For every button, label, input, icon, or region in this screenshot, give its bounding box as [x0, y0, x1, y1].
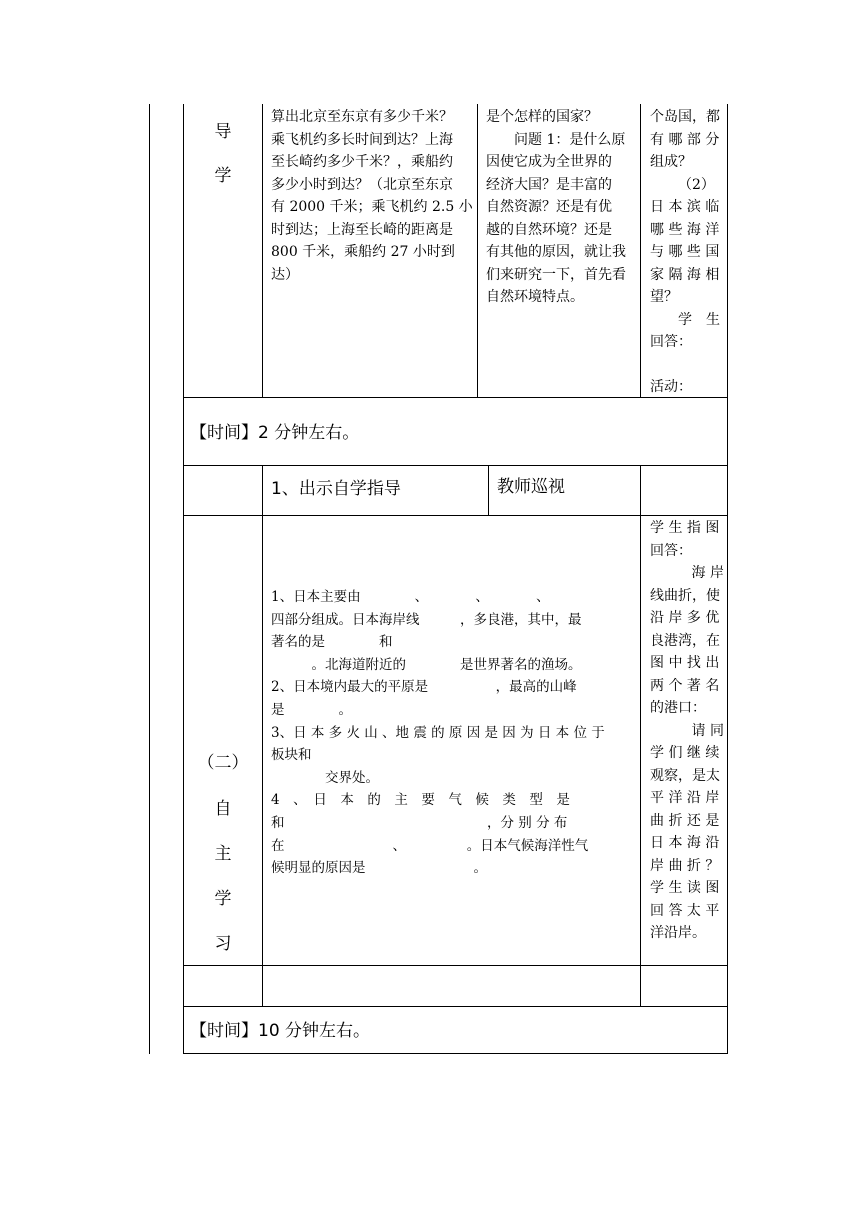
row-line-1	[183, 397, 728, 398]
s1-col2-line: 800 千米，乘船约 27 小时到达）	[271, 244, 455, 283]
s1-col4-line: （2）	[678, 176, 715, 193]
s1-col4-line: 望？	[650, 289, 678, 305]
guide-divider-1	[262, 465, 263, 515]
s2-col4-line: 沿 岸 多 优	[650, 610, 720, 626]
s2-col2-line: 。北海道附近的 是世界著名的渔场。	[271, 656, 582, 673]
s1-col4-line: 学 生	[678, 311, 720, 328]
s2-col4-line: 学 们 继 续	[650, 745, 720, 761]
s1-divider-2	[477, 104, 478, 397]
s1-col3-text	[486, 106, 636, 309]
s2-col4-line: 曲 折 还 是	[650, 812, 720, 829]
s1-col3-line: 自然环境特点。	[486, 289, 584, 305]
s2-col4-line: 良港湾，在	[650, 632, 720, 649]
s1-col3-line: 自然资源？还是有优	[486, 199, 612, 215]
s2-col2-line: 4 、 日 本 的 主 要 气 候 类 型 是	[271, 792, 570, 809]
s1-col2-line: 至长崎约多少千米？，乘船约	[271, 154, 453, 170]
s1-col4-line: 日 本 滨 临	[650, 199, 720, 215]
s1-col3-line: 因使它成为全世界的	[486, 154, 612, 170]
s1-col2-text	[271, 106, 473, 286]
s2-col4-line: 线曲折，使	[650, 587, 720, 604]
s2-col2-line: 著名的是 和	[271, 634, 393, 651]
s2-col4-line: 两 个 著 名	[650, 677, 720, 694]
s2-label-char-1: （二）	[197, 753, 249, 773]
s1-col4-line: 活动：	[650, 379, 692, 395]
guide-divider-3	[640, 465, 641, 515]
s2-col2-line: 是 。	[271, 701, 352, 718]
s1-col2-line: 时到达；上海至长崎的距离是	[271, 221, 453, 238]
s2-label-char-2: 自	[214, 799, 232, 819]
s2-col4-line: 图 中 找 出	[650, 655, 720, 671]
s2-col4-line: 的港口：	[650, 700, 706, 716]
s2-col2-line: 和 ，分 别 分 布	[271, 814, 568, 831]
s1-col4-line: 组成？	[650, 154, 692, 170]
s2-col4-line: 回答：	[650, 542, 692, 559]
time-note-2: 【时间】10 分钟左右。	[190, 1021, 371, 1041]
s2-col2-line: 3、日 本 多 火 山 、地 震 的 原 因 是 因 为 日 本 位 于	[271, 724, 605, 741]
s1-col3-line: 是个怎样的国家？	[486, 109, 598, 125]
s2-divider-2	[640, 515, 641, 1006]
s1-col4-text	[650, 106, 724, 399]
s2-col2-line: 候明显的原因是 。	[271, 860, 487, 877]
s1-col2-line: 算出北京至东京有多少千米？	[271, 109, 453, 125]
s2-col2-line: 交界处。	[271, 769, 379, 786]
guide-teacher-action: 教师巡视	[497, 477, 565, 497]
s1-col2-line: 乘飞机约多长时间到达？上海	[271, 131, 453, 148]
table-right-border	[727, 104, 728, 1054]
guide-instruction: 1、出示自学指导	[271, 479, 401, 499]
s1-col2-line: 有 2000 千米；乘飞机约 2.5 小	[271, 199, 473, 215]
s1-label-char-2: 学	[214, 166, 232, 186]
s1-col4-line	[650, 354, 724, 377]
s2-col2-line: 1、日本主要由 、 、 、	[271, 589, 550, 605]
s2-label-char-3: 主	[214, 844, 232, 864]
table-left-border	[183, 104, 184, 1054]
s2-col4-line: 洋沿岸。	[650, 925, 706, 941]
s1-col4-line: 与 哪 些 国	[650, 244, 720, 260]
s2-col2-line: 四部分组成。日本海岸线 ，多良港，其中，最	[271, 611, 582, 628]
s2-label-char-5: 习	[214, 934, 232, 954]
row-line-5	[183, 1006, 728, 1007]
s2-col4-line: 岸 曲 折 ？	[650, 857, 720, 874]
s2-divider-1	[262, 515, 263, 1006]
s2-col4-line: 学 生 指 图	[650, 520, 720, 536]
s2-label-char-4: 学	[214, 889, 232, 909]
s1-col4-line: 个岛国，都	[650, 109, 720, 125]
guide-divider-2	[488, 465, 489, 515]
s2-col4-line: 学 生 读 图	[650, 880, 720, 896]
s1-col4-line: 家 隔 海 相	[650, 266, 720, 283]
s1-col3-line: 越的自然环境？还是	[486, 221, 612, 238]
s1-col4-line: 哪 些 海 洋	[650, 221, 720, 238]
page-margin-line	[149, 104, 150, 1054]
row-line-6	[183, 1053, 728, 1054]
s2-col4-line: 回 答 太 平	[650, 902, 720, 919]
time-note-1: 【时间】2 分钟左右。	[190, 423, 360, 443]
s2-col2-line: 2、日本境内最大的平原是 ，最高的山峰	[271, 679, 577, 696]
row-line-3	[183, 515, 728, 516]
s1-col3-line: 问题 1：是什么原	[514, 131, 626, 148]
s2-col4-line: 平 洋 沿 岸	[650, 790, 720, 806]
s2-col2-line: 在 、 。日本气候海洋性气	[271, 837, 589, 854]
s1-col4-line: 回答：	[650, 334, 692, 350]
s2-col4-text	[650, 517, 724, 945]
s1-label-char-1: 导	[214, 122, 232, 142]
s1-col3-line: 有其他的原因，就让我	[486, 244, 626, 260]
s2-col4-line: 海 岸	[691, 565, 724, 581]
s2-col4-line: 日 本 海 沿	[650, 835, 720, 851]
s1-col3-line: 经济大国？是丰富的	[486, 176, 612, 193]
row-line-2	[183, 465, 728, 466]
row-line-4	[183, 965, 728, 966]
s2-col4-line: 请 同	[691, 722, 724, 739]
s1-col2-line: 多少小时到达？（北京至东京	[271, 176, 453, 193]
s1-divider-1	[262, 104, 263, 397]
s1-divider-3	[640, 104, 641, 397]
s2-col2-line: 板块和	[271, 747, 312, 764]
s1-col3-line: 们来研究一下，首先看	[486, 266, 626, 283]
s2-col4-line: 观察，是太	[650, 767, 720, 784]
s2-col2-text	[271, 586, 635, 880]
s1-col4-line: 有 哪 部 分	[650, 131, 720, 148]
